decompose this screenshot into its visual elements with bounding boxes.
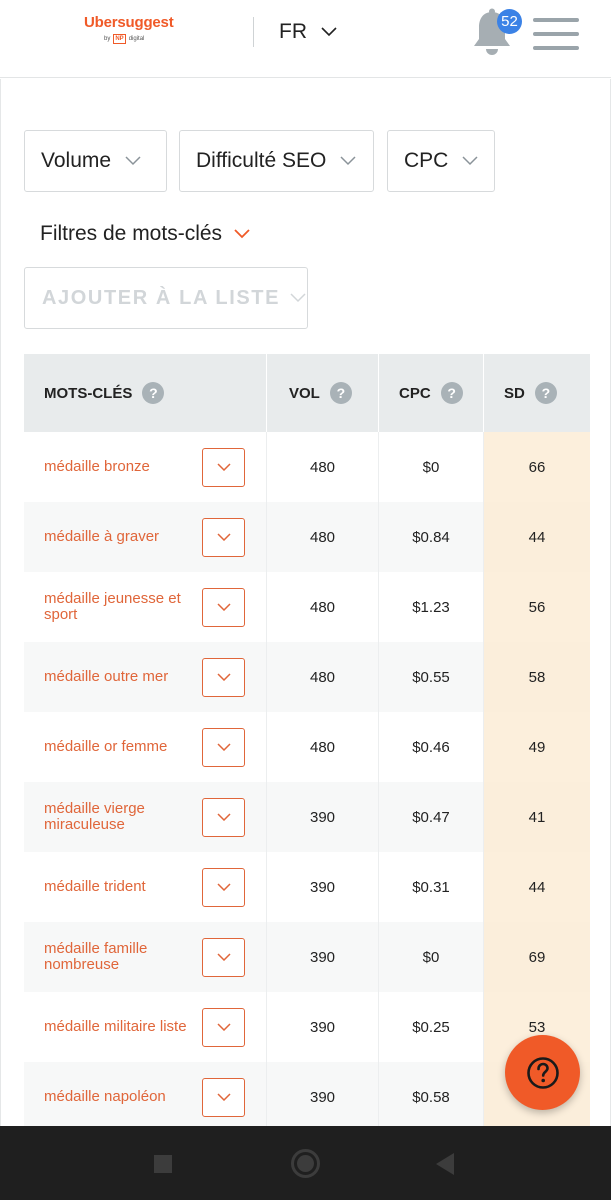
chevron-down-icon <box>217 883 231 891</box>
expand-row-button[interactable] <box>202 798 245 837</box>
seo-difficulty-filter-label: Difficulté SEO <box>196 149 327 172</box>
sd-cell: 44 <box>484 502 590 572</box>
language-selector[interactable] <box>279 20 337 44</box>
expand-row-button[interactable] <box>202 938 245 977</box>
add-to-list-label: AJOUTER À LA LISTE <box>42 286 281 309</box>
cpc-filter-label: CPC <box>404 149 449 172</box>
back-icon[interactable] <box>436 1153 454 1175</box>
expand-row-button[interactable] <box>202 868 245 907</box>
cpc-cell: $0.31 <box>379 852 484 922</box>
volume-cell: 390 <box>267 922 379 992</box>
keyword-filters-label: Filtres de mots-clés <box>40 222 223 245</box>
table-row <box>24 502 590 572</box>
table-row <box>24 572 590 642</box>
keyword-ideas-panel <box>0 79 611 1126</box>
cpc-cell: $0.58 <box>379 1062 484 1126</box>
chevron-down-icon <box>290 293 306 303</box>
seo-difficulty-filter-dropdown[interactable] <box>179 130 374 192</box>
column-header-sd-label: SD <box>504 384 525 402</box>
volume-filter-label: Volume <box>41 149 112 172</box>
keyword-link[interactable]: médaille napoléon <box>44 1088 166 1105</box>
volume-cell: 390 <box>267 992 379 1062</box>
app-header <box>0 0 611 78</box>
cpc-cell: $0 <box>379 432 484 502</box>
column-header-sd[interactable] <box>484 354 590 432</box>
keyword-link[interactable]: médaille vierge miraculeuse <box>44 800 145 833</box>
cpc-cell: $0.55 <box>379 642 484 712</box>
expand-row-button[interactable] <box>202 728 245 767</box>
chevron-down-icon <box>217 463 231 471</box>
sd-cell: 53 <box>484 992 590 1062</box>
volume-cell: 480 <box>267 642 379 712</box>
help-icon[interactable]: ? <box>142 382 164 404</box>
keywords-table <box>24 354 590 1126</box>
keyword-cell <box>24 1062 267 1126</box>
keyword-cell <box>24 642 267 712</box>
keyword-cell <box>24 432 267 502</box>
column-header-volume-label: VOL <box>289 384 320 402</box>
table-row <box>24 852 590 922</box>
help-circle-icon <box>526 1056 560 1090</box>
column-header-cpc-label: CPC <box>399 384 431 402</box>
hamburger-menu-icon[interactable] <box>533 18 579 51</box>
expand-row-button[interactable] <box>202 448 245 487</box>
column-header-keywords[interactable] <box>24 354 267 432</box>
expand-row-button[interactable] <box>202 658 245 697</box>
volume-cell: 390 <box>267 1062 379 1126</box>
keyword-link[interactable]: médaille militaire liste <box>44 1018 187 1035</box>
sd-cell: 58 <box>484 642 590 712</box>
keyword-cell <box>24 782 267 852</box>
keyword-link[interactable]: médaille trident <box>44 878 146 895</box>
keyword-link[interactable]: médaille bronze <box>44 458 150 475</box>
ubersuggest-logo[interactable] <box>84 14 176 44</box>
logo-digital: digital <box>128 36 145 42</box>
column-header-keywords-label: MOTS-CLÉS <box>44 384 133 402</box>
keyword-link[interactable]: médaille jeunesse et sport <box>44 590 181 623</box>
chevron-down-icon <box>321 27 337 37</box>
sd-cell: 69 <box>484 922 590 992</box>
chevron-down-icon <box>217 1093 231 1101</box>
chevron-down-icon <box>217 673 231 681</box>
system-navigation-bar <box>0 1126 611 1200</box>
chevron-down-icon <box>340 156 356 166</box>
table-header-row <box>24 354 590 432</box>
sd-cell: 56 <box>484 572 590 642</box>
keyword-cell <box>24 922 267 992</box>
expand-row-button[interactable] <box>202 1008 245 1047</box>
help-icon[interactable]: ? <box>441 382 463 404</box>
cpc-cell: $0.47 <box>379 782 484 852</box>
keyword-filters-toggle[interactable] <box>40 222 250 246</box>
volume-cell: 480 <box>267 572 379 642</box>
table-row <box>24 712 590 782</box>
column-header-volume[interactable] <box>267 354 379 432</box>
language-label: FR <box>279 20 307 43</box>
cpc-filter-dropdown[interactable] <box>387 130 495 192</box>
keyword-link[interactable]: médaille famille nombreuse <box>44 940 148 973</box>
logo-byline <box>84 34 176 44</box>
volume-cell: 390 <box>267 782 379 852</box>
table-row <box>24 922 590 992</box>
table-row <box>24 432 590 502</box>
logo-name: Ubersuggest <box>84 14 174 31</box>
expand-row-button[interactable] <box>202 588 245 627</box>
expand-row-button[interactable] <box>202 1078 245 1117</box>
chevron-down-icon <box>234 229 250 239</box>
chevron-down-icon <box>217 603 231 611</box>
keyword-cell <box>24 712 267 782</box>
sd-cell: 49 <box>484 712 590 782</box>
chevron-down-icon <box>217 533 231 541</box>
cpc-cell: $0.84 <box>379 502 484 572</box>
keyword-cell <box>24 572 267 642</box>
table-body <box>24 432 590 1126</box>
table-row <box>24 992 590 1062</box>
recent-apps-icon[interactable] <box>154 1155 172 1173</box>
table-row <box>24 642 590 712</box>
chevron-down-icon <box>217 743 231 751</box>
add-to-list-button[interactable] <box>24 267 308 329</box>
keyword-link[interactable]: médaille outre mer <box>44 668 169 685</box>
help-icon[interactable]: ? <box>330 382 352 404</box>
keyword-cell <box>24 852 267 922</box>
volume-cell: 480 <box>267 712 379 782</box>
expand-row-button[interactable] <box>202 518 245 557</box>
cpc-cell: $0.46 <box>379 712 484 782</box>
sd-cell: 41 <box>484 782 590 852</box>
cpc-cell: $0 <box>379 922 484 992</box>
volume-filter-dropdown[interactable] <box>24 130 167 192</box>
chevron-down-icon <box>217 953 231 961</box>
help-icon[interactable]: ? <box>535 382 557 404</box>
chevron-down-icon <box>217 813 231 821</box>
header-divider <box>253 17 254 47</box>
volume-cell: 390 <box>267 852 379 922</box>
logo-by: by <box>104 36 111 42</box>
sd-cell: 44 <box>484 852 590 922</box>
keyword-link[interactable]: médaille à graver <box>44 528 160 545</box>
keyword-link[interactable]: médaille or femme <box>44 738 168 755</box>
home-icon[interactable] <box>291 1149 320 1178</box>
chevron-down-icon <box>125 156 141 166</box>
keyword-cell <box>24 502 267 572</box>
help-button[interactable] <box>505 1035 580 1110</box>
volume-cell: 480 <box>267 502 379 572</box>
logo-np: NP <box>115 36 124 42</box>
keyword-cell <box>24 992 267 1062</box>
sd-cell: 66 <box>484 432 590 502</box>
cpc-cell: $1.23 <box>379 572 484 642</box>
volume-cell: 480 <box>267 432 379 502</box>
column-header-cpc[interactable] <box>379 354 484 432</box>
cpc-cell: $0.25 <box>379 992 484 1062</box>
chevron-down-icon <box>217 1023 231 1031</box>
chevron-down-icon <box>462 156 478 166</box>
notification-badge[interactable]: 52 <box>497 9 522 34</box>
table-row <box>24 782 590 852</box>
